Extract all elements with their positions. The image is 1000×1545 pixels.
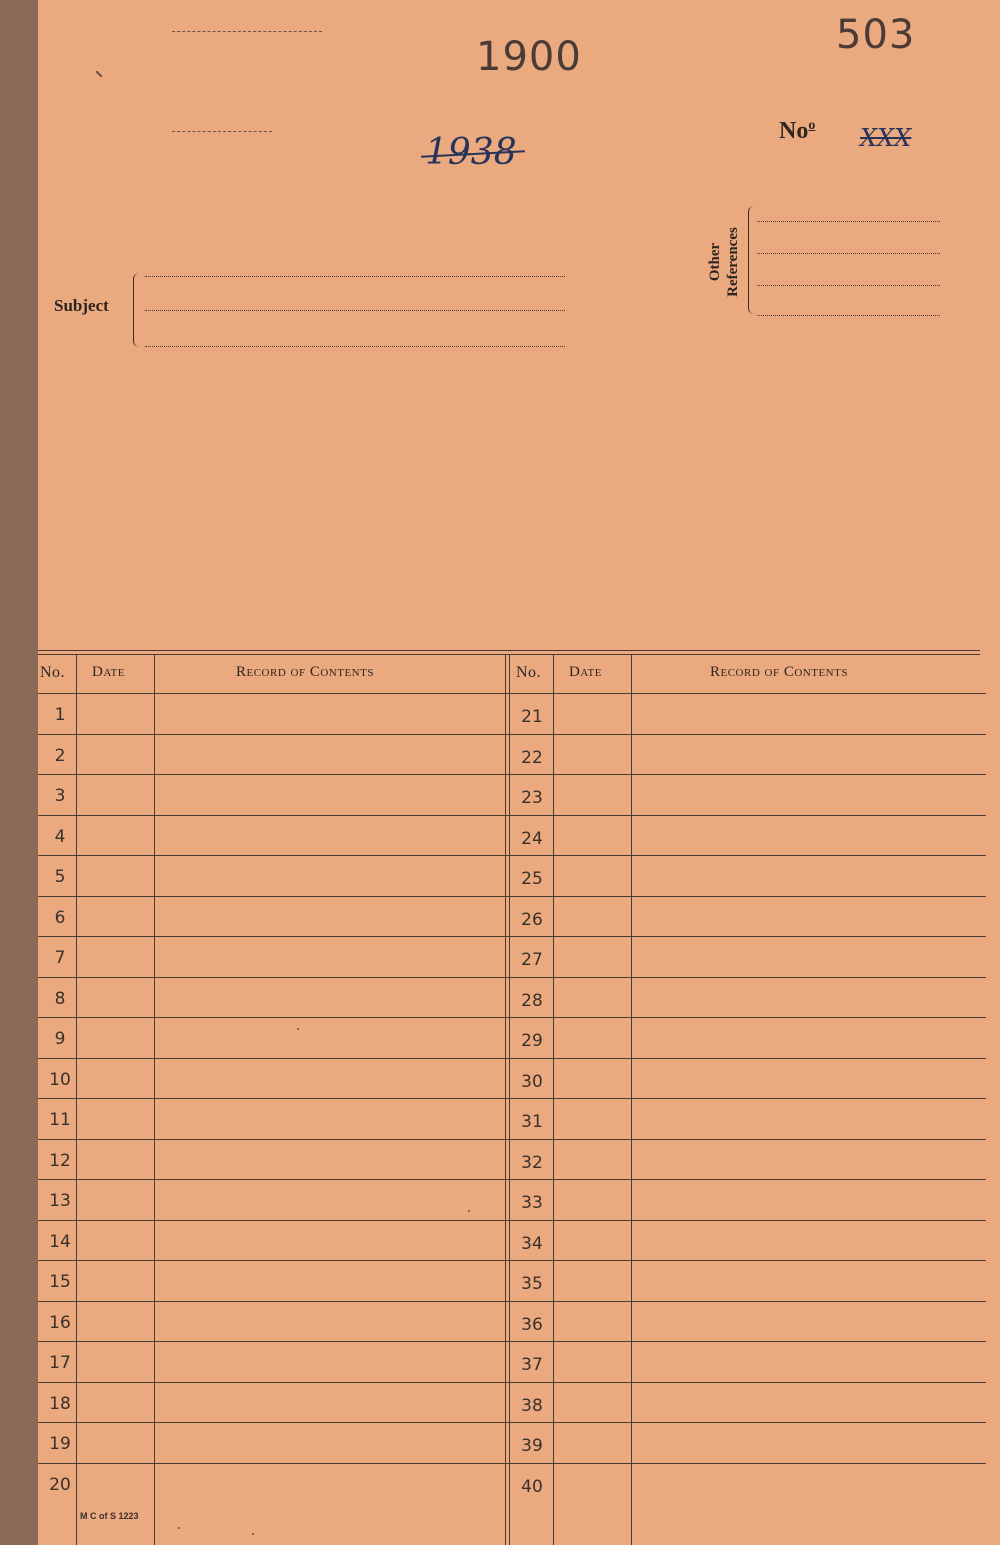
row-number-left: 10 [49,1070,71,1090]
row-number-right: 33 [521,1193,543,1213]
row-number-right: 21 [521,707,543,727]
row-number-right: 29 [521,1031,543,1051]
left-header-no: No. [40,664,66,681]
paper-speck [297,1028,299,1030]
row-number-left: 18 [49,1394,71,1414]
reference-line-4[interactable] [757,315,940,316]
handwritten-year: 1938 [425,132,517,173]
row-rule [38,1382,986,1383]
row-rule [38,1179,986,1180]
row-rule [38,1017,986,1018]
right-no-divider [553,654,554,1545]
row-number-left: 9 [54,1029,66,1049]
row-number-right: 36 [521,1315,543,1335]
row-rule [38,774,986,775]
row-number-right: 30 [521,1072,543,1092]
row-number-right: 25 [521,869,543,889]
row-number-right: 24 [521,829,543,849]
row-number-right: 35 [521,1274,543,1294]
row-number-left: 15 [49,1272,71,1292]
row-rule [38,1139,986,1140]
subject-line-2[interactable] [145,310,565,311]
right-header-record: Record of Contents [710,664,848,680]
center-divider-b [509,654,510,1545]
row-rule [38,1463,986,1464]
row-number-left: 5 [54,867,66,887]
row-number-left: 19 [49,1434,71,1454]
header-bottom-rule [38,693,986,694]
reference-line-3[interactable] [757,285,940,286]
paper-speck [468,1210,470,1212]
subject-label: Subject [54,296,109,315]
row-rule [38,1422,986,1423]
reference-line-2[interactable] [757,253,940,254]
row-number-right: 38 [521,1396,543,1416]
left-date-divider [154,654,155,1545]
paper-speck [252,1533,254,1535]
stamped-number-corner: 503 [836,12,916,58]
row-rule [38,815,986,816]
left-header-record: Record of Contents [236,664,374,680]
right-header-date: Date [569,664,602,680]
row-rule [38,1341,986,1342]
form-code: M C of S 1223 [80,1511,139,1521]
row-number-left: 16 [49,1313,71,1333]
row-number-left: 7 [54,948,66,968]
row-number-left: 13 [49,1191,71,1211]
row-number-right: 22 [521,748,543,768]
row-number-left: 17 [49,1353,71,1373]
right-date-divider [631,654,632,1545]
row-rule [38,734,986,735]
file-cover [38,0,1000,1545]
other-references-label [706,212,742,312]
row-number-left: 12 [49,1151,71,1171]
row-rule [38,977,986,978]
row-number-right: 34 [521,1234,543,1254]
file-number-label: No$^o$ [779,118,816,144]
left-header-date: Date [92,664,125,680]
stamped-number-top: 1900 [476,34,582,80]
row-number-left: 6 [54,908,66,928]
row-number-right: 31 [521,1112,543,1132]
pencil-dash-mark [172,31,322,32]
row-number-left: 2 [54,746,66,766]
row-rule [38,1220,986,1221]
row-number-left: 4 [54,827,66,847]
row-rule [38,1058,986,1059]
file-number-value: XXX [860,124,912,152]
paper-speck [178,1527,180,1529]
reference-line-1[interactable] [757,221,940,222]
pencil-dash-mark [172,131,272,132]
other-references-line-2: References [725,227,741,297]
row-rule [38,896,986,897]
row-rule [38,1301,986,1302]
row-rule [38,936,986,937]
subject-line-1[interactable] [145,276,565,277]
table-top-rule [38,650,980,651]
right-header-no: No. [516,664,542,681]
binding-spine [0,0,39,1545]
row-rule [38,1098,986,1099]
references-brace [748,206,757,314]
row-number-right: 28 [521,991,543,1011]
row-number-right: 32 [521,1153,543,1173]
row-number-left: 3 [54,786,66,806]
subject-line-3[interactable] [145,346,565,347]
center-divider-a [505,654,506,1545]
row-number-right: 37 [521,1355,543,1375]
row-number-right: 26 [521,910,543,930]
row-number-left: 8 [54,989,66,1009]
row-number-left: 1 [54,705,66,725]
row-number-right: 40 [521,1477,543,1497]
row-number-left: 14 [49,1232,71,1252]
row-rule [38,855,986,856]
row-number-left: 20 [49,1475,71,1495]
row-number-right: 39 [521,1436,543,1456]
subject-brace [133,273,142,347]
row-rule [38,1260,986,1261]
row-number-left: 11 [49,1110,71,1130]
row-number-right: 23 [521,788,543,808]
row-number-right: 27 [521,950,543,970]
other-references-line-1: Other [707,242,723,282]
